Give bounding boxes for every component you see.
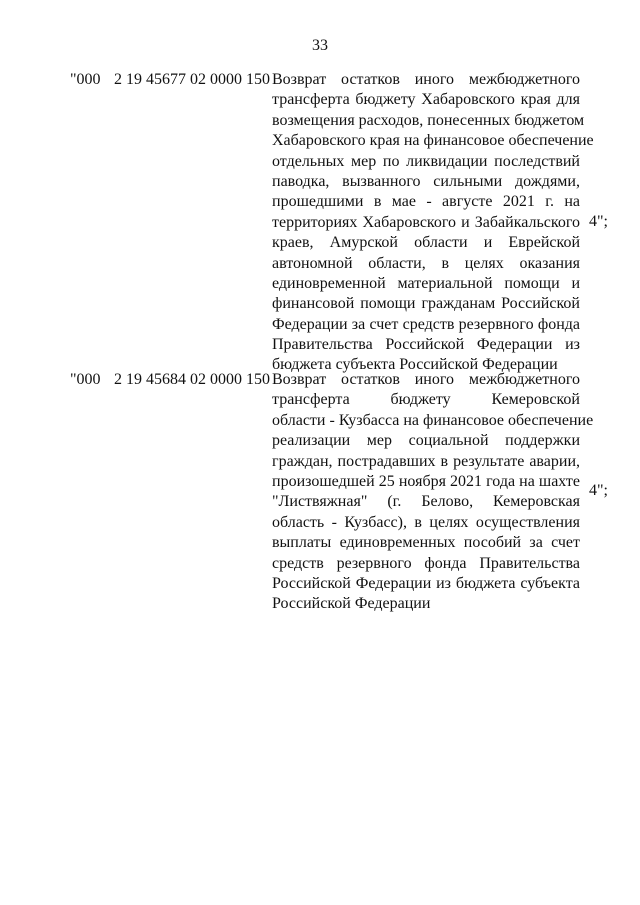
description-line: Возврат остатков иного межбюджетного: [272, 71, 580, 88]
description-line: Правительства Российской Федерации из: [272, 336, 580, 354]
description-line: краев, Амурской области и Еврейской: [272, 234, 580, 252]
description-line: граждан, пострадавших в результате аварии,: [272, 452, 580, 470]
description-line: "Листвяжная" (г. Белово, Кемеровская: [272, 493, 580, 511]
description-line: Российской Федерации из бюджета субъекта: [272, 574, 580, 592]
entry-tail: 4";: [589, 213, 608, 230]
description-line: выплаты единовременных пособий за счет: [272, 534, 580, 552]
description-line: области - Кузбасса на финансовое обеспечение: [272, 411, 594, 429]
description-line: паводка, вызванного сильными дождями,: [272, 172, 580, 190]
page-number: 33: [312, 37, 328, 54]
description-line: реализации мер социальной поддержки: [272, 432, 580, 450]
description-line: автономной области, в целях оказания: [272, 254, 580, 272]
description-line: средств резервного фонда Правительства: [272, 554, 580, 572]
code-number: 2 19 45677 02 0000 150: [114, 71, 270, 88]
description-line: Возврат остатков иного межбюджетного: [272, 371, 580, 388]
description-line: Федерации за счет средств резервного фонда: [272, 315, 580, 333]
code-number: 2 19 45684 02 0000 150: [114, 371, 270, 388]
code-prefix: "000: [70, 371, 101, 388]
description-line: трансферта бюджету Хабаровского края для: [272, 91, 580, 109]
description-line: произошедшей 25 ноября 2021 года на шахте: [272, 472, 580, 490]
description-line: отдельных мер по ликвидации последствий: [272, 152, 580, 170]
description-line: прошедшими в мае - августе 2021 г. на: [272, 193, 580, 211]
entry-tail: 4";: [589, 482, 608, 499]
description-line: Российской Федерации: [272, 595, 431, 613]
description-line: область - Кузбасс), в целях осуществления: [272, 513, 580, 531]
description-line: финансовой помощи гражданам Российской: [272, 295, 580, 313]
entry-description: [272, 70, 594, 376]
budget-code: [70, 70, 270, 90]
description-line: трансферта бюджету Кемеровской: [272, 391, 580, 409]
description-line: территориях Хабаровского и Забайкальского: [272, 213, 580, 231]
description-line: единовременной материальной помощи и: [272, 274, 580, 292]
entry-description: [272, 370, 594, 615]
description-line: Хабаровского края на финансовое обеспечение: [272, 132, 594, 150]
budget-code: [70, 370, 270, 390]
code-prefix: "000: [70, 71, 101, 88]
description-line: возмещения расходов, понесенных бюджетом: [272, 111, 585, 129]
description-line: бюджета субъекта Российской Федерации: [272, 356, 558, 374]
